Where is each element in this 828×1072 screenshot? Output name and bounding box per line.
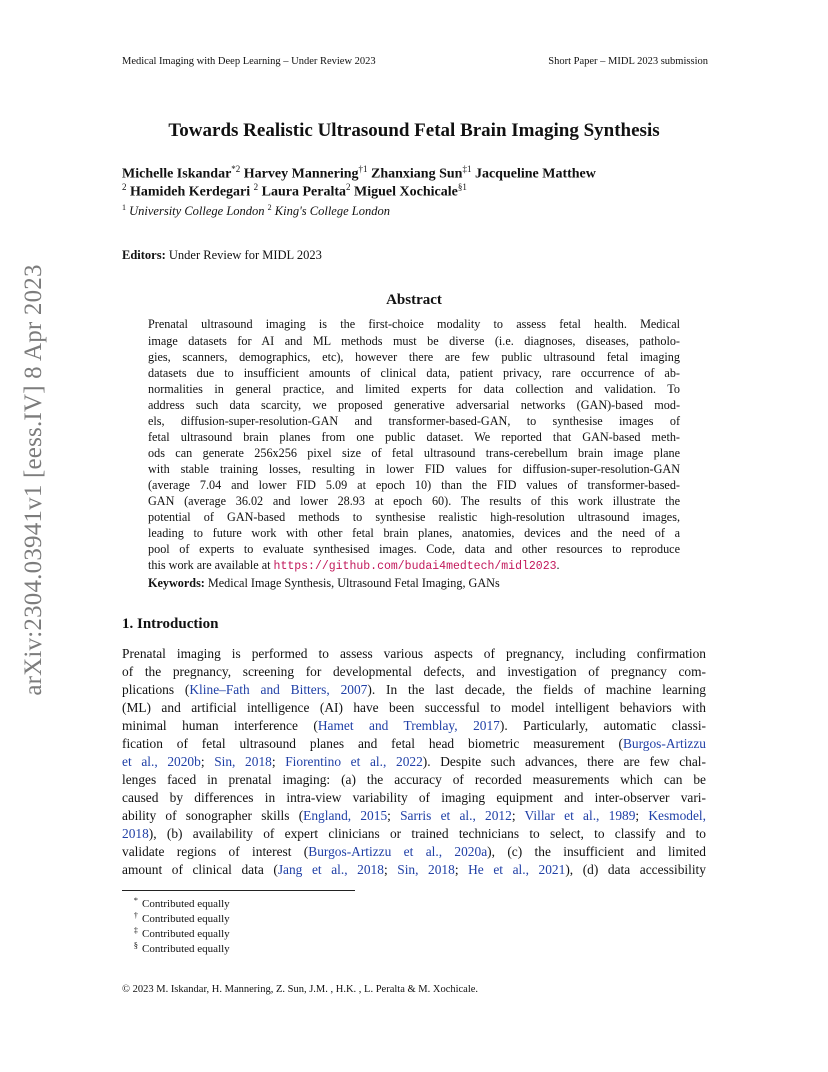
running-header-left: Medical Imaging with Deep Learning – Under Review 2023 [122,56,376,67]
paper-title: Towards Realistic Ultrasound Fetal Brain Imaging Synthesis [168,120,660,141]
abstract-line: address such data scarcity, we proposed generative adversarial networks (GAN)-based mod- [148,398,680,412]
citation-link[interactable]: Sin, 2018 [214,754,272,769]
github-repo-link[interactable]: https://github.com/budai4medtech/midl2023 [273,560,557,573]
citation-link[interactable]: Villar et al., 1989 [524,808,636,823]
abstract-line: normalities in general practice, and limited experts for data collection and validation. To [148,382,680,396]
citation-link[interactable]: et al., 2020b [122,754,201,769]
citation-link[interactable]: Burgos-Artizzu et al., 2020a [308,844,488,859]
body-line: et al., 2020b; Sin, 2018; Fiorentino et al., 2022). Despite such advances, there are few chal- [122,754,706,769]
editors-line: Editors: Under Review for MIDL 2023 [122,248,322,262]
body-line: 2018), (b) availability of expert clinicians or trained technicians to select, to classify and to [122,826,706,841]
abstract-line: with stable training losses, resulting in lower FID values for diffusion-super-resolution-GAN [148,462,680,476]
citation-link[interactable]: Kline–Fath and Bitters, 2007 [189,682,368,697]
author-name: Miguel Xochicale [354,184,458,200]
footnote: † Contributed equally [133,910,230,925]
body-line: validate regions of interest (Burgos-Artizzu et al., 2020a), (c) the insufficient and limited [122,844,706,859]
body-line: Prenatal imaging is performed to assess various aspects of pregnancy, including confirmation [122,646,706,661]
citation-link[interactable]: Jang et al., 2018 [277,862,384,877]
affiliations: $^1$ University College London $^2$ King's College London [122,203,390,219]
citation-link[interactable]: He et al., 2021 [468,862,566,877]
body-line: fication of fetal ultrasound planes and fetal head biometric measurement (Burgos-Artizzu [122,736,706,751]
citation-link[interactable]: Fiorentino et al., 2022 [285,754,423,769]
footnote: ‡ Contributed equally [133,925,230,940]
body-line: minimal human interference (Hamet and Tremblay, 2017). Particularly, automatic classi- [122,718,706,733]
citation-link[interactable]: England, 2015 [303,808,388,823]
abstract-line: datasets due to insufficient amounts of clinical data, patient privacy, rare occurrence of ab- [148,366,680,380]
author-line-1: Michelle Iskandar$^{*2}$ Harvey Mannering$^{\dagger 1}$ Zhanxiang Sun$^{\ddagger 1}$ Jacqueline Matthew [122,164,596,182]
footnote: § Contributed equally [133,940,230,955]
author-name: Hamideh Kerdegari [130,184,251,200]
abstract-line: potential of GAN-based methods to synthesise realistic high-resolution ultrasound images, [148,510,680,524]
body-line: caused by differences in intra-view variability of imaging equipment and inter-observer vari- [122,790,706,805]
footnote: * Contributed equally [133,895,230,910]
running-header-right: Short Paper – MIDL 2023 submission [548,56,708,67]
section-heading-introduction: 1. Introduction [122,616,219,632]
citation-link[interactable]: Burgos-Artizzu [622,736,706,751]
abstract-line: (average 7.04 and lower FID 5.09 at epoch 10) than the FID values of transformer-based- [148,478,680,492]
copyright-notice: © 2023 M. Iskandar, H. Mannering, Z. Sun, J.M. , H.K. , L. Peralta & M. Xochicale. [122,984,479,995]
author-name: Zhanxiang Sun [371,166,463,182]
abstract-line: pool of experts to evaluate synthesised images. Code, data and other resources to reproduce [148,542,680,556]
arxiv-stamp: arXiv:2304.03941v1 [eess.IV] 8 Apr 2023 [20,264,47,696]
body-line: plications (Kline–Fath and Bitters, 2007). In the last decade, the fields of machine learning [122,682,707,697]
body-line: of the pregnancy, screening for developmental defects, and investigation of pregnancy com- [122,664,706,679]
abstract-line-last: this work are available at https://github.com/budai4medtech/midl2023. [148,558,560,573]
author-name: Michelle Iskandar [122,166,232,182]
author-name: Jacqueline Matthew [474,166,596,182]
abstract-line: GAN (average 36.02 and lower 28.93 at epoch 60). The results of this work illustrate the [148,494,680,508]
author-name: Harvey Mannering [243,166,359,182]
abstract-line: leading to future work with other fetal brain planes, anatomies, devices and the need of a [148,526,680,540]
body-line: amount of clinical data (Jang et al., 2018; Sin, 2018; He et al., 2021), (d) data accessibility [122,862,706,877]
abstract-line: ods can generate 256x256 pixel size of fetal ultrasound trans-cerebellum brain image plane [148,446,680,460]
citation-link[interactable]: Sarris et al., 2012 [400,808,512,823]
abstract-line: els, diffusion-super-resolution-GAN and transformer-based-GAN, to synthesise images of [148,414,680,428]
body-line: lenges faced in prenatal imaging: (a) the accuracy of recorded measurements which can be [122,772,706,787]
abstract-line: Prenatal ultrasound imaging is the first-choice modality to assess fetal health. Medical [148,317,680,331]
citation-link[interactable]: Kesmodel, [648,808,707,823]
body-line: ability of sonographer skills (England, 2015; Sarris et al., 2012; Villar et al., 1989; Kesmodel, [122,808,707,823]
citation-link[interactable]: 2018 [122,826,149,841]
abstract-line: fetal ultrasound brain planes from one public dataset. We reported that GAN-based meth- [148,430,680,444]
abstract-line: gies, scanners, demographics, etc), however there are few public ultrasound fetal imaging [148,350,680,364]
footnote-rule [122,890,355,891]
author-name: Laura Peralta [261,184,347,200]
citation-link[interactable]: Hamet and Tremblay, 2017 [317,718,500,733]
keywords-line: Keywords: Medical Image Synthesis, Ultrasound Fetal Imaging, GANs [148,576,500,590]
abstract-heading: Abstract [386,292,442,308]
body-line: (ML) and artificial intelligence (AI) have been successful to model intelligent behaviors with [122,700,706,715]
abstract-line: image datasets for AI and ML methods must be diverse (i.e. diagnoses, diseases, patholo- [148,334,680,348]
citation-link[interactable]: Sin, 2018 [397,862,455,877]
author-line-2: $^2$ Hamideh Kerdegari $^2$ Laura Peralta$^2$ Miguel Xochicale$^{\S 1}$ [122,182,467,200]
